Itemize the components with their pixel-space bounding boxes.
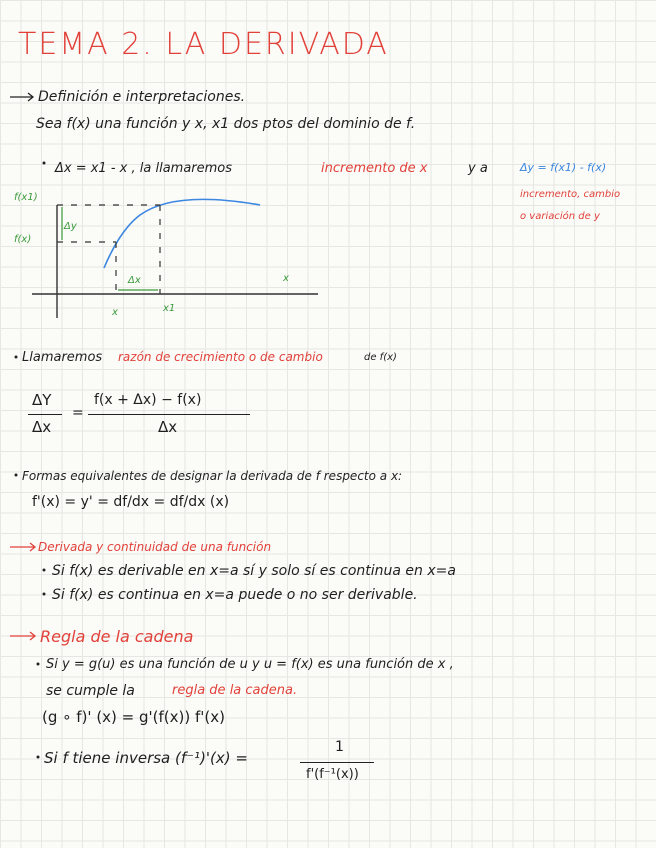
increment-term: incremento de x (321, 161, 428, 176)
label-dy: Δy (64, 221, 77, 232)
cadena-line-2b: regla de la cadena. (172, 683, 298, 698)
label-x: x (112, 307, 118, 318)
label-fx1: f(x1) (14, 192, 38, 203)
cadena-line-1: Si y = g(u) es una función de u y u = f(x) es una función de x , (46, 657, 454, 672)
arrow-icon (10, 93, 33, 101)
section-heading-definicion: Definición e interpretaciones. (38, 89, 246, 105)
continuidad-line-2: Si f(x) es continua en x=a puede o no ser derivable. (52, 587, 418, 603)
increment-x: Δx = x1 - x , la llamaremos (55, 161, 233, 176)
dashed-guides (57, 205, 160, 294)
razon-prefix: Llamaremos (22, 350, 103, 365)
formas-line: Formas equivalentes de designar la derivada de f respecto a x: (22, 469, 403, 483)
fraction-right-num: f(x + Δx) − f(x) (94, 392, 202, 408)
arrow-icon (10, 543, 35, 551)
function-curve (104, 199, 260, 268)
increment-y-prefix: y a (468, 161, 488, 176)
razon-suffix: de f(x) (364, 352, 397, 363)
cadena-formula: (g ∘ f)' (x) = g'(f(x)) f'(x) (42, 708, 225, 726)
side-note-1: incremento, cambio (520, 189, 621, 200)
label-fx: f(x) (14, 234, 32, 245)
label-x1: x1 (163, 303, 176, 314)
inversa-den: f'(f⁻¹(x)) (306, 767, 359, 782)
equals-sign: = (72, 405, 84, 421)
bullet-dots (15, 162, 46, 759)
cadena-line-2a: se cumple la (46, 683, 135, 699)
continuidad-line-1: Si f(x) es derivable en x=a sí y solo sí es continua en x=a (52, 563, 456, 579)
side-note-2: o variación de y (520, 211, 600, 222)
label-x-axis: x (283, 273, 289, 284)
fraction-left-num: ΔY (32, 391, 52, 409)
inversa-line-frac (300, 762, 374, 763)
arrow-icon (10, 632, 35, 640)
razon-term: razón de crecimiento o de cambio (118, 350, 323, 364)
page-title: TEMA 2. LA DERIVADA (18, 27, 389, 62)
definition-line: Sea f(x) una función y x, x1 dos ptos del dominio de f. (36, 116, 416, 132)
inversa-line: Si f tiene inversa (f⁻¹)'(x) = (44, 749, 248, 767)
inversa-num: 1 (335, 739, 344, 755)
fraction-left-line (28, 414, 62, 415)
section-heading-continuidad: Derivada y continuidad de una función (38, 540, 272, 554)
increment-y: Δy = f(x1) - f(x) (520, 161, 607, 174)
fraction-left-den: Δx (32, 418, 52, 436)
formas-formula: f'(x) = y' = df/dx = df/dx (x) (32, 494, 230, 510)
section-heading-cadena: Regla de la cadena (40, 627, 194, 646)
label-dx: Δx (128, 275, 141, 286)
fraction-right-line (88, 414, 250, 415)
fraction-right-den: Δx (158, 418, 178, 436)
